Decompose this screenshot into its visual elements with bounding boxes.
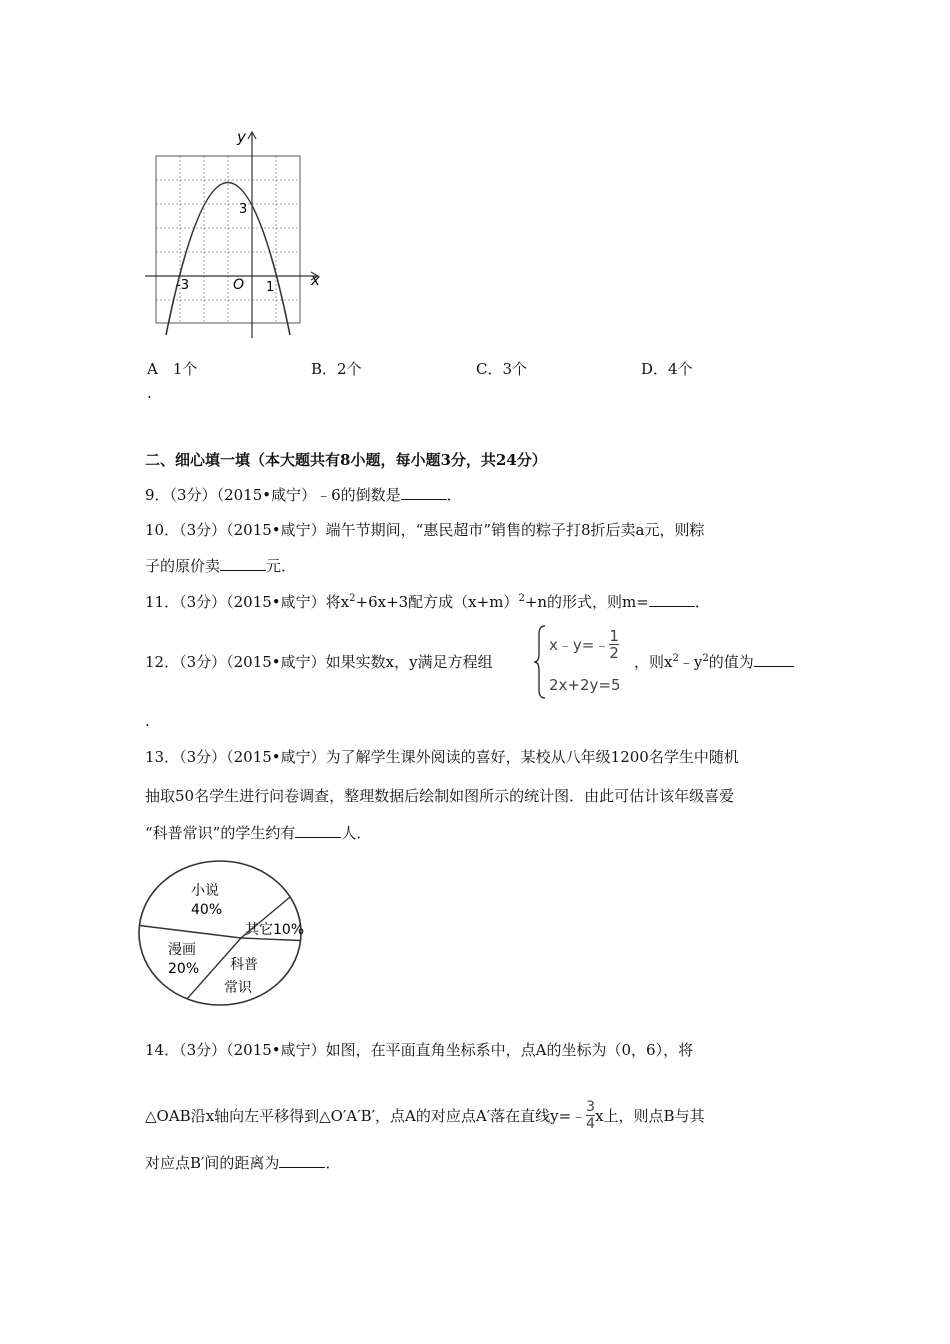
- q10-answer-blank[interactable]: [220, 558, 266, 571]
- system-eq1: [549, 628, 619, 661]
- q11-sup1: 2: [349, 593, 356, 604]
- q10-tail: 元．: [266, 557, 297, 575]
- pie-chart: [138, 860, 310, 1020]
- q13-tail: 人．: [341, 824, 372, 842]
- pie-label-comic-pct: 20%: [168, 961, 200, 977]
- question-14-line2: [145, 1099, 705, 1132]
- choice-c-label: C．3个: [476, 360, 528, 378]
- x-axis-label: x: [311, 271, 320, 289]
- q12-part2: ，则x: [634, 653, 673, 671]
- q9-tail: ．: [446, 486, 462, 504]
- q12-part4: 的值为: [708, 653, 754, 671]
- choice-b-label: B．2个: [311, 360, 362, 378]
- q13-text: “科普常识”的学生约有: [145, 824, 296, 842]
- q14-fraction: [586, 1099, 595, 1132]
- eq1-num: 1: [609, 627, 619, 645]
- q10-text: 子的原价卖: [145, 557, 221, 575]
- question-13-line3: [145, 822, 371, 843]
- pie-label-comic: 漫画: [168, 942, 196, 958]
- choice-d[interactable]: [641, 358, 693, 379]
- q9-answer-blank[interactable]: [401, 487, 447, 500]
- q14-tail: ．: [325, 1154, 341, 1172]
- question-13-line1: 13．（3分）（2015•咸宁）为了解学生课外阅读的喜好，某校从八年级1200名学生中随机: [145, 748, 739, 766]
- pie-divider-1: [139, 926, 241, 939]
- system-eq2: 2x+2y=5: [549, 676, 621, 694]
- question-11: [145, 591, 710, 612]
- origin-label: O: [233, 277, 245, 293]
- pie-label-science-2: 常识: [224, 980, 252, 996]
- q9-text: 9．（3分）（2015•咸宁）﹣6的倒数是: [145, 486, 401, 504]
- q14-answer-blank[interactable]: [279, 1155, 325, 1168]
- q14-frac-num: 3: [586, 1099, 596, 1115]
- question-13-line2: 抽取50名学生进行问卷调查，整理数据后绘制如图所示的统计图．由此可估计该年级喜爱: [145, 787, 735, 805]
- q13-answer-blank[interactable]: [295, 825, 341, 838]
- q14-text: 对应点B′间的距离为: [145, 1154, 280, 1172]
- choice-a[interactable]: [147, 358, 197, 379]
- eq1-den: 2: [609, 644, 619, 662]
- section-heading: 二、细心填一填（本大题共有8小题，每小题3分，共24分）: [145, 451, 547, 469]
- choice-a-label: A 1个: [147, 360, 198, 378]
- q11-sup2: 2: [518, 593, 525, 604]
- q14-line2b: x上，则点B与其: [595, 1107, 705, 1125]
- pie-divider-3: [241, 938, 301, 941]
- q11-tail: ．: [694, 593, 710, 611]
- system-brace: [533, 624, 547, 700]
- q11-answer-blank[interactable]: [649, 594, 695, 607]
- q12-answer-blank[interactable]: [754, 654, 794, 667]
- q12-dot: .: [145, 712, 150, 730]
- question-10-line1: 10．（3分）（2015•咸宁）端午节期间，“惠民超市”销售的粽子打8折后卖a元，则粽: [145, 521, 705, 539]
- q12-sup2: 2: [702, 653, 709, 664]
- q14-line2a: △OAB沿x轴向左平移得到△O′A′B′，点A的对应点A′落在直线y=﹣: [145, 1107, 587, 1125]
- pie-label-novel: 小说: [191, 883, 219, 899]
- eq1-text: x﹣y=﹣: [549, 636, 610, 654]
- pie-label-science-1: 科普: [230, 957, 258, 973]
- q14-frac-den: 4: [586, 1116, 596, 1132]
- question-9: [145, 484, 462, 505]
- grid: [156, 156, 300, 323]
- question-12-suffix: [634, 651, 794, 672]
- question-10-line2: [145, 555, 296, 576]
- q11-part2: +6x+3配方成（x+m）: [355, 593, 519, 611]
- pie-label-novel-pct: 40%: [191, 902, 223, 918]
- choice-b[interactable]: [311, 358, 362, 379]
- tick-label-3: 3: [239, 202, 248, 217]
- choice-a-dot: .: [147, 384, 152, 402]
- y-axis-label: y: [237, 128, 246, 146]
- eq1-fraction: [609, 628, 619, 661]
- question-14-line3: [145, 1152, 340, 1173]
- tick-label-neg3: -3: [176, 278, 189, 293]
- tick-label-1: 1: [266, 280, 275, 295]
- q11-part1: 11．（3分）（2015•咸宁）将x: [145, 593, 350, 611]
- parabola-graph: [135, 125, 335, 340]
- question-12-prefix: 12．（3分）（2015•咸宁）如果实数x，y满足方程组: [145, 653, 493, 671]
- q12-sup1: 2: [672, 653, 679, 664]
- choice-c[interactable]: [476, 358, 527, 379]
- q11-part3: +n的形式，则m=: [524, 593, 649, 611]
- choice-d-label: D．4个: [641, 360, 693, 378]
- q12-part3: ﹣y: [678, 653, 703, 671]
- question-14-line1: 14．（3分）（2015•咸宁）如图，在平面直角坐标系中，点A的坐标为（0，6），将: [145, 1041, 694, 1059]
- pie-label-other: 其它10%: [245, 922, 305, 938]
